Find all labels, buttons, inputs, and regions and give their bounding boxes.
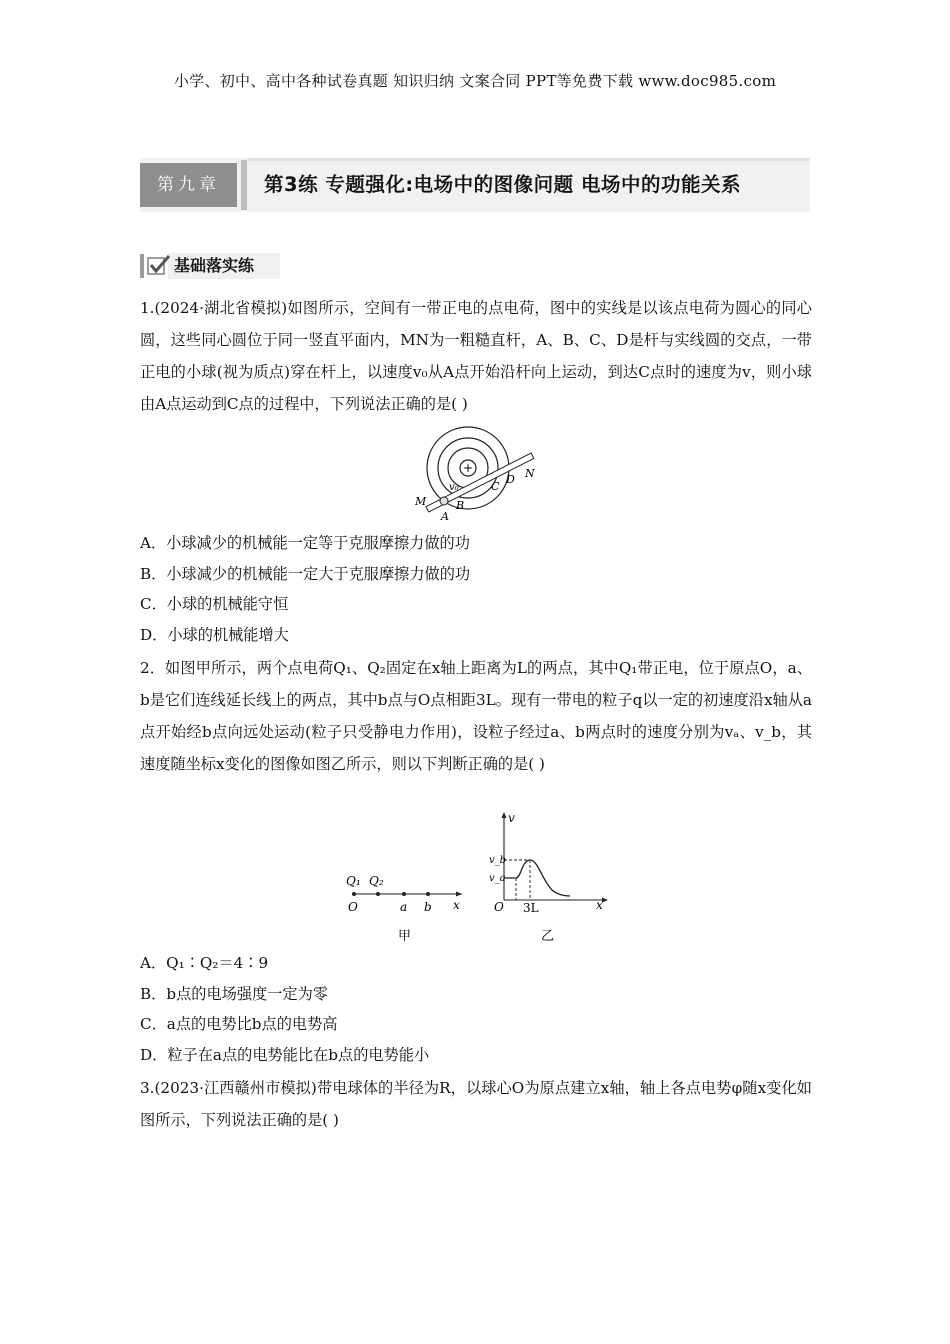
q2-stem: 2．如图甲所示，两个点电荷Q₁、Q₂固定在x轴上距离为L的两点，其中Q₁带正电，位于原点O，a、b是它们连线延长线上的两点，其中b点与O点相距3L。现有一带电的粒子q以一定的初速度沿x轴从a点开始经b点向远处运动(粒子只受静电力作用)，设粒子经过a、b两点时的速度分别为vₐ、v_b，其速度随坐标x变化的图像如图乙所示，则以下判断正确的是( ) — [140, 659, 812, 773]
label-O: O — [494, 900, 504, 914]
label-B: B — [456, 499, 465, 512]
x-axis-arrow — [602, 898, 608, 903]
q2-option-a: A．Q₁∶Q₂＝4∶9 — [140, 954, 269, 972]
checkbox-tick-icon — [147, 254, 171, 276]
q1-stem: 1.(2024·湖北省模拟)如图所示，空间有一带正电的点电荷，图中的实线是以该点电荷为圆心的同心圆，这些同心圆位于同一竖直平面内，MN为一粗糙直杆，A、B、C、D是杆与实线圆的交点，一带正电的小球(视为质点)穿在杆上，以速度v₀从A点开始沿杆向上运动，到达C点时的速度为v，则小球由A点运动到C点的过程中，下列说法正确的是( ) — [140, 299, 812, 413]
label-v: v — [508, 811, 515, 825]
tick-3L: 3L — [523, 901, 539, 915]
label-a: a — [400, 900, 408, 914]
site-header-line: 小学、初中、高中各种试卷真题 知识归纳 文案合同 PPT等免费下载 www.doc985.com — [173, 72, 777, 90]
point-a — [402, 892, 406, 896]
label-b: b — [424, 900, 432, 914]
label-D: D — [506, 473, 515, 486]
label-N: N — [525, 467, 535, 480]
label-M: M — [415, 495, 427, 508]
label-Q2: Q₂ — [369, 874, 384, 888]
caption-jia: 甲 — [398, 929, 412, 944]
ball — [440, 497, 448, 505]
point-b — [426, 892, 430, 896]
velocity-curve — [504, 860, 570, 896]
section-label: 基础落实练 — [174, 256, 255, 275]
caption-yi: 乙 — [541, 929, 555, 944]
point-Q2 — [376, 892, 380, 896]
section-bar — [140, 254, 144, 278]
point-O — [352, 892, 356, 896]
label-A: A — [441, 510, 449, 523]
q3-stem: 3.(2023·江西赣州市模拟)带电球体的半径为R，以球心O为原点建立x轴，轴上各点电势φ随x变化如图所示，下列说法正确的是( ) — [140, 1079, 812, 1129]
label-C: C — [491, 480, 500, 493]
banner-divider — [241, 160, 247, 210]
chapter-banner — [140, 158, 810, 212]
label-Q1: Q₁ — [346, 874, 361, 888]
q1-option-b: B．小球减少的机械能一定大于克服摩擦力做的功 — [140, 565, 471, 583]
v-axis-arrow — [502, 812, 507, 818]
q1-option-c: C．小球的机械能守恒 — [140, 595, 289, 613]
label-O: O — [348, 900, 358, 914]
label-va: v_a — [489, 873, 506, 884]
label-x: x — [453, 898, 460, 912]
label-vb: v_b — [489, 855, 507, 866]
charge-sign: + — [462, 461, 474, 475]
q1-option-d: D．小球的机械能增大 — [140, 626, 289, 644]
label-x: x — [596, 898, 603, 912]
q2-figure-yi — [488, 808, 613, 948]
q2-option-c: C．a点的电势比b点的电势高 — [140, 1015, 338, 1033]
q2-option-d: D．粒子在a点的电势能比在b点的电势能小 — [140, 1046, 430, 1064]
exercise-title: 第3练 专题强化:电场中的图像问题 电场中的功能关系 — [264, 173, 741, 196]
q1-figure — [405, 425, 550, 525]
chapter-label: 第九章 — [140, 163, 237, 207]
q2-option-b: B．b点的电场强度一定为零 — [140, 985, 328, 1003]
label-v0: v₀ — [449, 482, 459, 493]
q2-figure-jia — [340, 808, 470, 948]
x-axis-arrow — [456, 892, 462, 897]
q1-option-a: A．小球减少的机械能一定等于克服摩擦力做的功 — [140, 534, 470, 552]
